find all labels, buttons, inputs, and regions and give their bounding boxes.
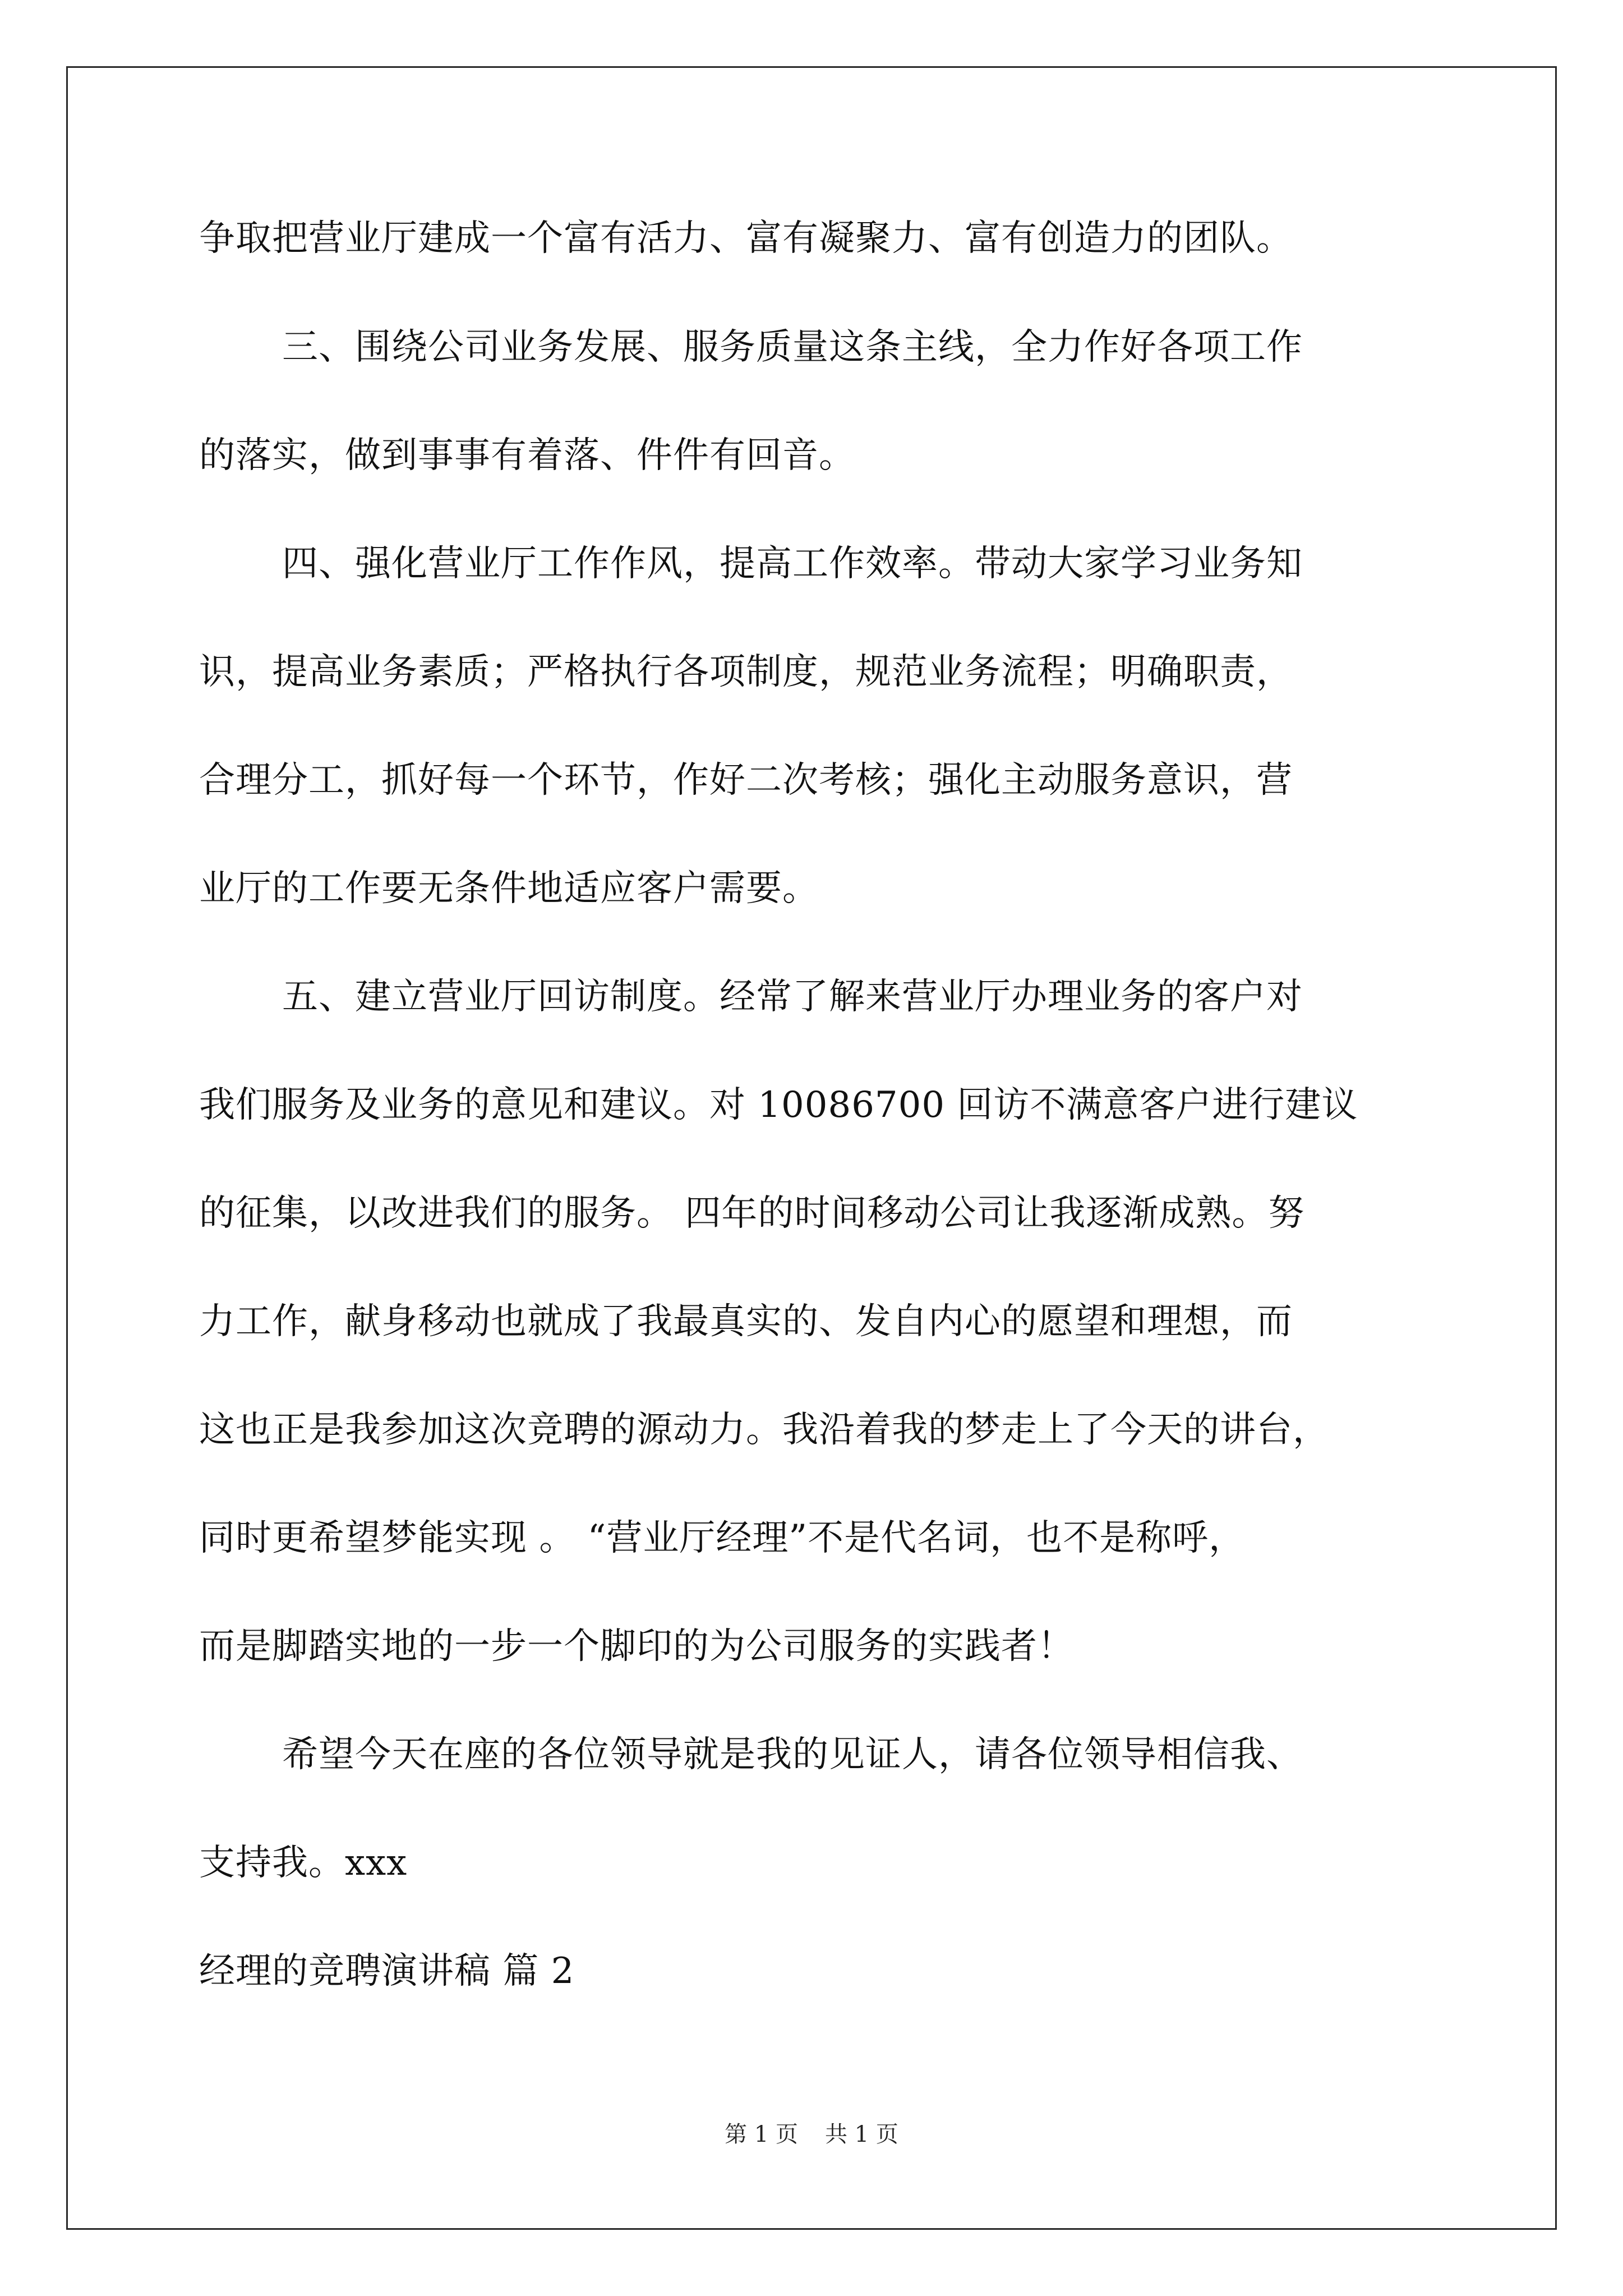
text-line: 支持我。xxx [199, 1842, 408, 1884]
text-line: 力工作，献身移动也就成了我最真实的、发自内心的愿望和理想，而 [199, 1301, 1293, 1342]
text-line: 业厅的工作要无条件地适应客户需要。 [199, 868, 819, 909]
page-footer [0, 2120, 1623, 2148]
text-line: 同时更希望梦能实现 。 “营业厅经理”不是代名词，也不是称呼， [199, 1517, 1246, 1559]
text-line: 合理分工，抓好每一个环节，作好二次考核；强化主动服务意识，营 [199, 760, 1293, 801]
page-border [66, 66, 1557, 2230]
text-line: 三、围绕公司业务发展、服务质量这条主线，全力作好各项工作 [282, 326, 1303, 368]
section-heading: 经理的竞聘演讲稿 篇 2 [199, 1950, 575, 1992]
text-line: 四、强化营业厅工作作风，提高工作效率。带动大家学习业务知 [282, 543, 1303, 585]
text-line: 五、建立营业厅回访制度。经常了解来营业厅办理业务的客户对 [282, 976, 1303, 1018]
text-line: 争取把营业厅建成一个富有活力、富有凝聚力、富有创造力的团队。 [199, 218, 1293, 259]
text-line: 我们服务及业务的意见和建议。对 10086700 回访不满意客户进行建议 [199, 1084, 1358, 1126]
text-line: 的落实，做到事事有着落、件件有回音。 [199, 435, 855, 476]
text-line: 的征集，以改进我们的服务。 四年的时间移动公司让我逐渐成熟。努 [199, 1193, 1305, 1234]
text-line: 识，提高业务素质；严格执行各项制度，规范业务流程；明确职责， [199, 651, 1293, 693]
text-line: 希望今天在座的各位领导就是我的见证人，请各位领导相信我、 [282, 1734, 1303, 1775]
page-number: 第 1 页 [725, 2122, 798, 2147]
text-line: 而是脚踏实地的一步一个脚印的为公司服务的实践者！ [199, 1626, 1074, 1667]
page-total: 共 1 页 [825, 2122, 898, 2147]
text-line: 这也正是我参加这次竞聘的源动力。我沿着我的梦走上了今天的讲台， [199, 1409, 1329, 1451]
